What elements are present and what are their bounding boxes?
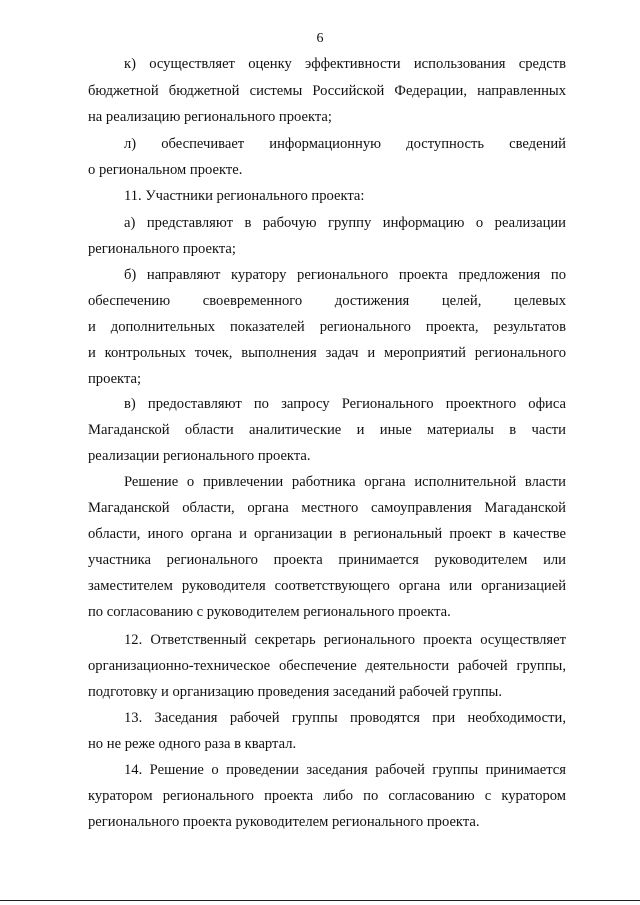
text-line: к) осуществляет оценку эффективности использования средств	[124, 56, 566, 72]
text-line: на реализацию регионального проекта;	[88, 109, 332, 125]
text-line: организационно-техническое обеспечение деятельности рабочей группы,	[88, 658, 566, 674]
text-line: обеспечению своевременного достижения целей, целевых	[88, 293, 566, 309]
text-line: о региональном проекте.	[88, 162, 243, 178]
text-line: реализации регионального проекта.	[88, 448, 311, 464]
text-line: по согласованию с руководителем регионального проекта.	[88, 604, 451, 620]
text-line: куратором регионального проекта либо по согласованию с куратором	[88, 788, 566, 804]
text-line: Магаданской области аналитические и иные материалы в части	[88, 422, 566, 438]
page-number: 6	[316, 31, 324, 46]
text-line: 11. Участники регионального проекта:	[124, 188, 365, 204]
text-line: а) представляют в рабочую группу информацию о реализации	[124, 215, 566, 231]
text-line: в) предоставляют по запросу Регионального проектного офиса	[124, 396, 566, 412]
bottom-edge-rule	[0, 900, 640, 901]
text-line: Решение о привлечении работника органа исполнительной власти	[124, 474, 566, 490]
text-line: и контрольных точек, выполнения задач и мероприятий регионального	[88, 345, 566, 361]
text-line: л) обеспечивает информационную доступность сведений	[124, 136, 566, 152]
text-line: проекта;	[88, 371, 142, 387]
text-line: участника регионального проекта принимается руководителем или	[88, 552, 566, 568]
text-line: регионального проекта руководителем регионального проекта.	[88, 814, 480, 830]
text-line: б) направляют куратору регионального проекта предложения по	[124, 267, 566, 283]
text-line: 14. Решение о проведении заседания рабочей группы принимается	[124, 762, 566, 778]
text-line: области, иного органа и организации в региональный проект в качестве	[88, 526, 566, 542]
text-line: 12. Ответственный секретарь регионального проекта осуществляет	[124, 632, 566, 648]
text-line: подготовку и организацию проведения заседаний рабочей группы.	[88, 684, 502, 700]
text-line: 13. Заседания рабочей группы проводятся при необходимости,	[124, 710, 566, 726]
text-line: Магаданской области, органа местного самоуправления Магаданской	[88, 500, 566, 516]
text-line: и дополнительных показателей регионального проекта, результатов	[88, 319, 566, 335]
text-line: заместителем руководителя соответствующего органа или организацией	[88, 578, 566, 594]
text-line: но не реже одного раза в квартал.	[88, 736, 297, 752]
text-line: регионального проекта;	[88, 241, 236, 257]
text-line: бюджетной бюджетной системы Российской Федерации, направленных	[88, 83, 566, 99]
